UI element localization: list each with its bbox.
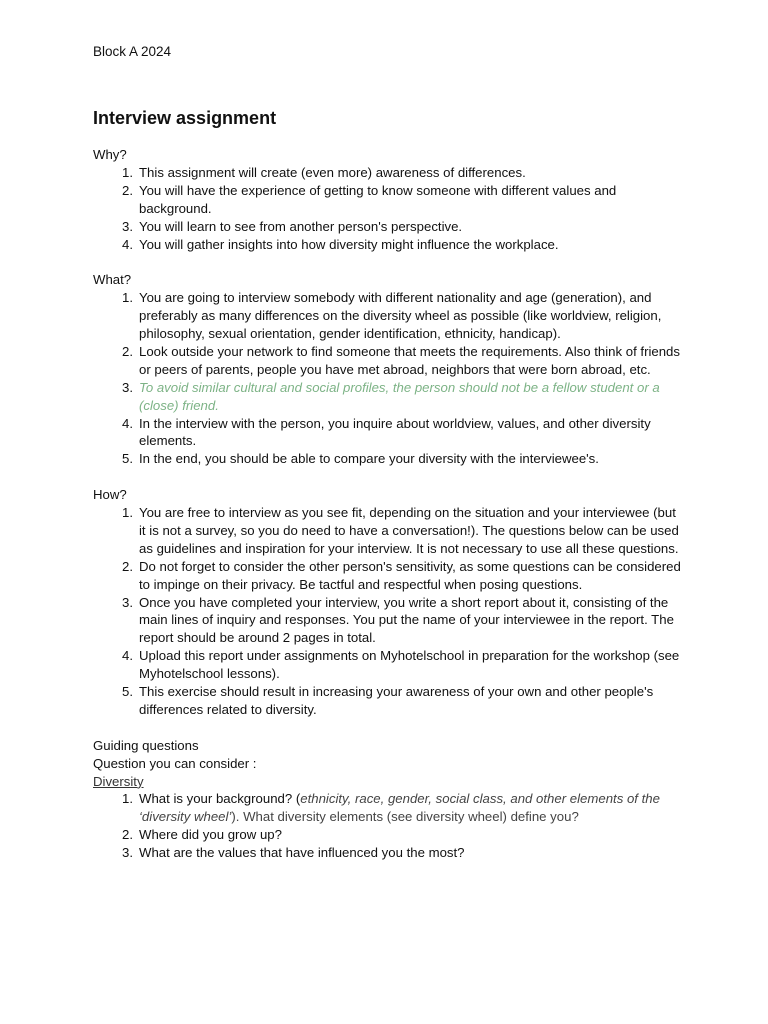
list-item-text: Look outside your network to find someone that meets the requirements. Also think of friends or peers of parents, people you have met abroad, neighbors that were born abroad, etc.: [139, 343, 680, 377]
list-item-text: Once you have completed your interview, you write a short report about it, consisting of the main lines of inquiry and responses. You put the name of your interviewee in the report. The report should be around 2 pages in total.: [139, 594, 674, 646]
list-item: 3. What are the values that have influenced you the most?: [122, 845, 465, 861]
list-item: 2. You will have the experience of getting to know someone with different values and background.: [122, 182, 617, 216]
question-italic: ethnicity, race, gender, social class, and other elements of the ‘diversity wheel’: [139, 791, 660, 825]
guiding-subheading: Question you can consider :: [93, 755, 257, 771]
list-item: 1. You are going to interview somebody with different nationality and age (generation), and preferably as many differences on the diversity wheel as possible (like worldview, religion, philosophy, sexual orientation, gender identification, ethnicity, handicap).: [122, 290, 662, 342]
list-item: 3. You will learn to see from another person's perspective.: [122, 218, 463, 234]
document-title: Interview assignment: [93, 108, 277, 128]
list-item-text: You will learn to see from another person's perspective.: [139, 218, 463, 234]
list-item-text: This exercise should result in increasing your awareness of your own and other people's differences related to diversity.: [139, 684, 654, 718]
list-item-text-highlighted: To avoid similar cultural and social profiles, the person should not be a fellow student or a (close) friend.: [139, 379, 660, 413]
document-body: [93, 146, 683, 862]
list-item-text: Where did you grow up?: [139, 827, 282, 843]
list-item-text: You will have the experience of getting to know someone with different values and background.: [139, 182, 617, 216]
list-item: 3. Once you have completed your interview, you write a short report about it, consisting of the main lines of inquiry and responses. You put the name of your interviewee in the report. The report should be around 2 pages in total.: [122, 594, 674, 646]
guiding-list: [93, 790, 683, 862]
question-lead: What is your background? (: [139, 791, 301, 807]
list-item-text: Do not forget to consider the other person's sensitivity, as some questions can be considered to impinge on their privacy. Be tactful and respectful when posing questions.: [139, 558, 681, 592]
list-item-text: You will gather insights into how diversity might influence the workplace.: [139, 236, 559, 252]
how-list: [93, 504, 683, 719]
list-item: 1. What is your background? (ethnicity, race, gender, social class, and other elements of the ‘diversity wheel’). What diversity elements (see diversity wheel) define you?: [122, 791, 660, 825]
list-item: 2. Where did you grow up?: [122, 827, 282, 843]
list-item: 1. You are free to interview as you see fit, depending on the situation and your interviewee (but it is not a survey, so you do need to have a conversation!). The questions below can be used as guidelines and inspiration for your interview. It is not necessary to use all these questions.: [122, 505, 679, 556]
why-heading: Why?: [93, 147, 127, 162]
guiding-heading: Guiding questions: [93, 737, 199, 753]
what-list: [93, 289, 683, 468]
spacer: [93, 253, 683, 271]
list-item-text: Upload this report under assignments on Myhotelschool in preparation for the workshop (see Myhotelschool lessons).: [139, 648, 680, 682]
list-item: 5. In the end, you should be able to compare your diversity with the interviewee's.: [122, 451, 599, 467]
diversity-section-label: Diversity: [93, 773, 144, 789]
list-item: 2. Do not forget to consider the other person's sensitivity, as some questions can be considered to impinge on their privacy. Be tactful and respectful when posing questions.: [122, 558, 681, 592]
list-item: 5. This exercise should result in increasing your awareness of your own and other people's differences related to diversity.: [122, 684, 654, 718]
list-item: 4. Upload this report under assignments on Myhotelschool in preparation for the workshop (see Myhotelschool lessons).: [122, 648, 680, 682]
list-item: 3. To avoid similar cultural and social profiles, the person should not be a fellow student or a (close) friend.: [122, 379, 660, 413]
how-heading: How?: [93, 487, 127, 503]
question-tail: ). What diversity elements (see diversity wheel) define you?: [231, 809, 579, 825]
list-item: 4. In the interview with the person, you inquire about worldview, values, and other diversity elements.: [122, 415, 651, 449]
spacer: [93, 468, 683, 486]
list-item-text: In the end, you should be able to compare your diversity with the interviewee's.: [139, 451, 599, 467]
what-heading: What?: [93, 272, 132, 288]
list-item-text: You are going to interview somebody with different nationality and age (generation), and preferably as many differences on the diversity wheel as possible (like worldview, religion, philosophy, sexual orientation, gender identification, ethnicity, handicap).: [139, 290, 662, 342]
spacer: [93, 719, 683, 737]
list-item-text: In the interview with the person, you inquire about worldview, values, and other diversity elements.: [139, 415, 651, 449]
list-item: 4. You will gather insights into how diversity might influence the workplace.: [122, 236, 559, 252]
list-item-text: What are the values that have influenced you the most?: [139, 845, 465, 861]
list-item-text: This assignment will create (even more) awareness of differences.: [139, 164, 526, 180]
why-list: [93, 164, 683, 254]
document-header: Block A 2024: [93, 44, 172, 59]
list-item: 1. This assignment will create (even more) awareness of differences.: [122, 164, 526, 180]
list-item-text: You are free to interview as you see fit, depending on the situation and your interviewee (but it is not a survey, so you do need to have a conversation!). The questions below can be used as guidelines and inspiration for your interview. It is not necessary to use all these questions.: [139, 505, 679, 556]
list-item: 2. Look outside your network to find someone that meets the requirements. Also think of friends or peers of parents, people you have met abroad, neighbors that were born abroad, etc.: [122, 343, 680, 377]
